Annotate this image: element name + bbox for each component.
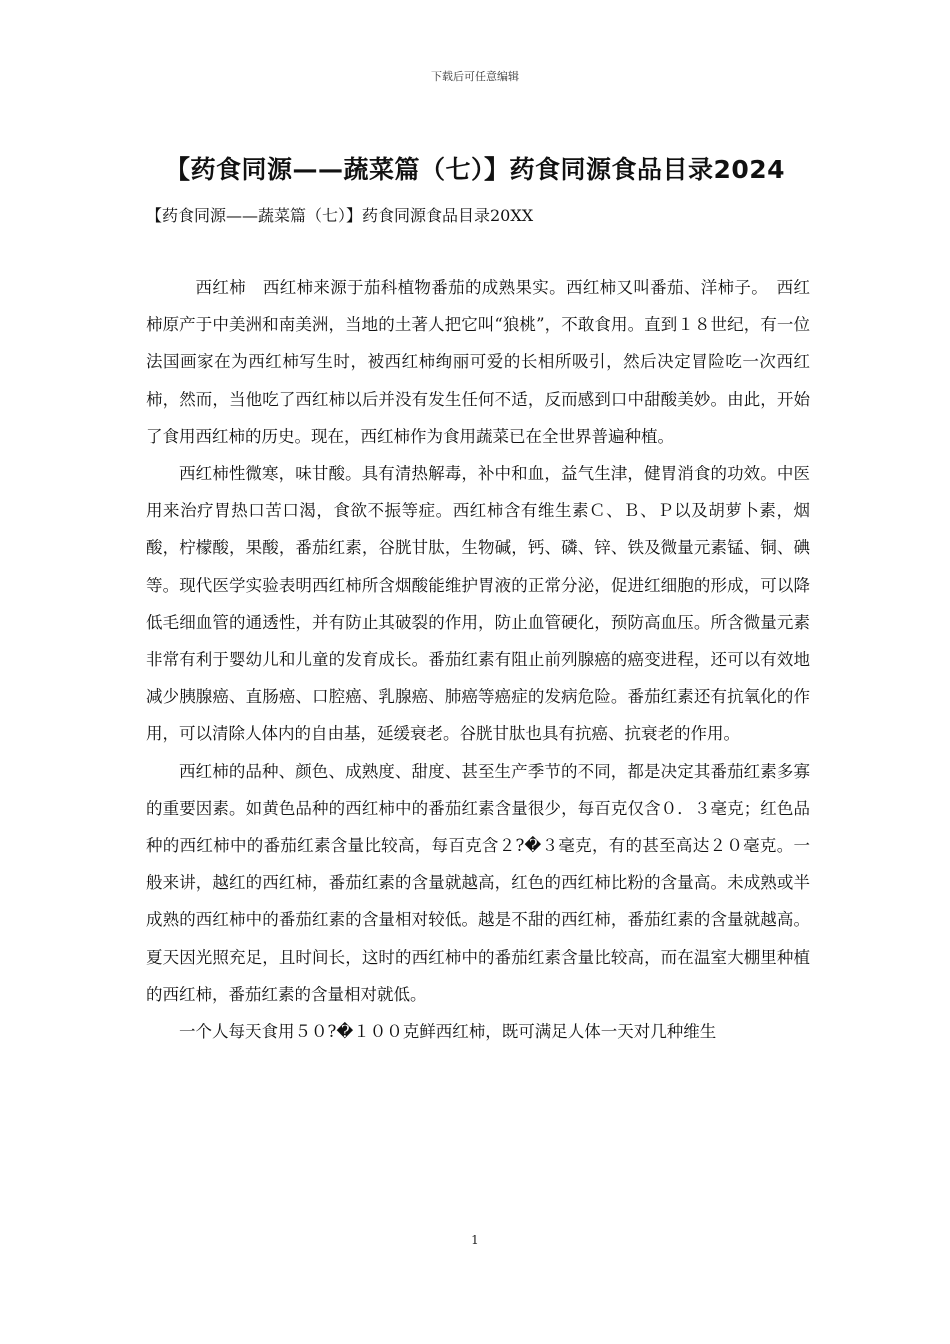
- document-title: 【药食同源——蔬菜篇（七）】药食同源食品目录2024: [164, 155, 786, 184]
- paragraph-intro: 西红柿 西红柿来源于茄科植物番茄的成熟果实。西红柿又叫番茄、洋柿子。 西红柿原产于中美洲和南美洲，当地的土著人把它叫“狼桃”，不敢食用。直到１８世纪，有一位法国画家在为西红柿写生时，被西红柿绚丽可爱的长相所吸引，然后决定冒险吃一次西红柿，然而，当他吃了西红柿以后并没有发生任何不适，反而感到口中甜酸美妙。由此，开始了食用西红柿的历史。现在，西红柿作为食用蔬菜已在全世界普遍种植。: [146, 278, 810, 446]
- paragraph-lycopene: 西红柿的品种、颜色、成熟度、甜度、甚至生产季节的不同，都是决定其番茄红素多寡的重要因素。如黄色品种的西红柿中的番茄红素含量很少，每百克仅含０．３毫克；红色品种的西红柿中的番茄红素含量比较高，每百克含２?�３毫克，有的甚至高达２０毫克。一般来讲，越红的西红柿，番茄红素的含量就越高，红色的西红柿比粉的含量高。未成熟或半成熟的西红柿中的番茄红素的含量相对较低。越是不甜的西红柿，番茄红素的含量就越高。夏天因光照充足，且时间长，这时的西红柿中的番茄红素含量比较高，而在温室大棚里种植的西红柿，番茄红素的含量相对就低。: [146, 761, 810, 1004]
- paragraph-daily-intake: 一个人每天食用５０?�１００克鲜西红柿，既可满足人体一天对几种维生: [179, 1022, 717, 1042]
- paragraph-properties: 西红柿性微寒，味甘酸。具有清热解毒，补中和血，益气生津，健胃消食的功效。中医用来治疗胃热口苦口渴，食欲不振等症。西红柿含有维生素Ｃ、Ｂ、Ｐ以及胡萝卜素，烟酸，柠檬酸，果酸，番茄红素，谷胱甘肽，生物碱，钙、磷、锌、铁及微量元素锰、铜、碘等。现代医学实验表明西红柿所含烟酸能维护胃液的正常分泌，促进红细胞的形成，可以降低毛细血管的通透性，并有防止其破裂的作用，防止血管硬化，预防高血压。所含微量元素非常有利于婴幼儿和儿童的发育成长。番茄红素有阻止前列腺癌的癌变进程，还可以有效地减少胰腺癌、直肠癌、口腔癌、乳腺癌、肺癌等癌症的发病危险。番茄红素还有抗氧化的作用，可以清除人体内的自由基，延缓衰老。谷胱甘肽也具有抗癌、抗衰老的作用。: [146, 464, 810, 744]
- document-subtitle: 【药食同源——蔬菜篇（七）】药食同源食品目录20XX: [146, 206, 534, 225]
- page-number: 1: [471, 1233, 479, 1247]
- page-header-note: 下载后可任意编辑: [431, 70, 519, 83]
- document-body: [146, 269, 810, 1050]
